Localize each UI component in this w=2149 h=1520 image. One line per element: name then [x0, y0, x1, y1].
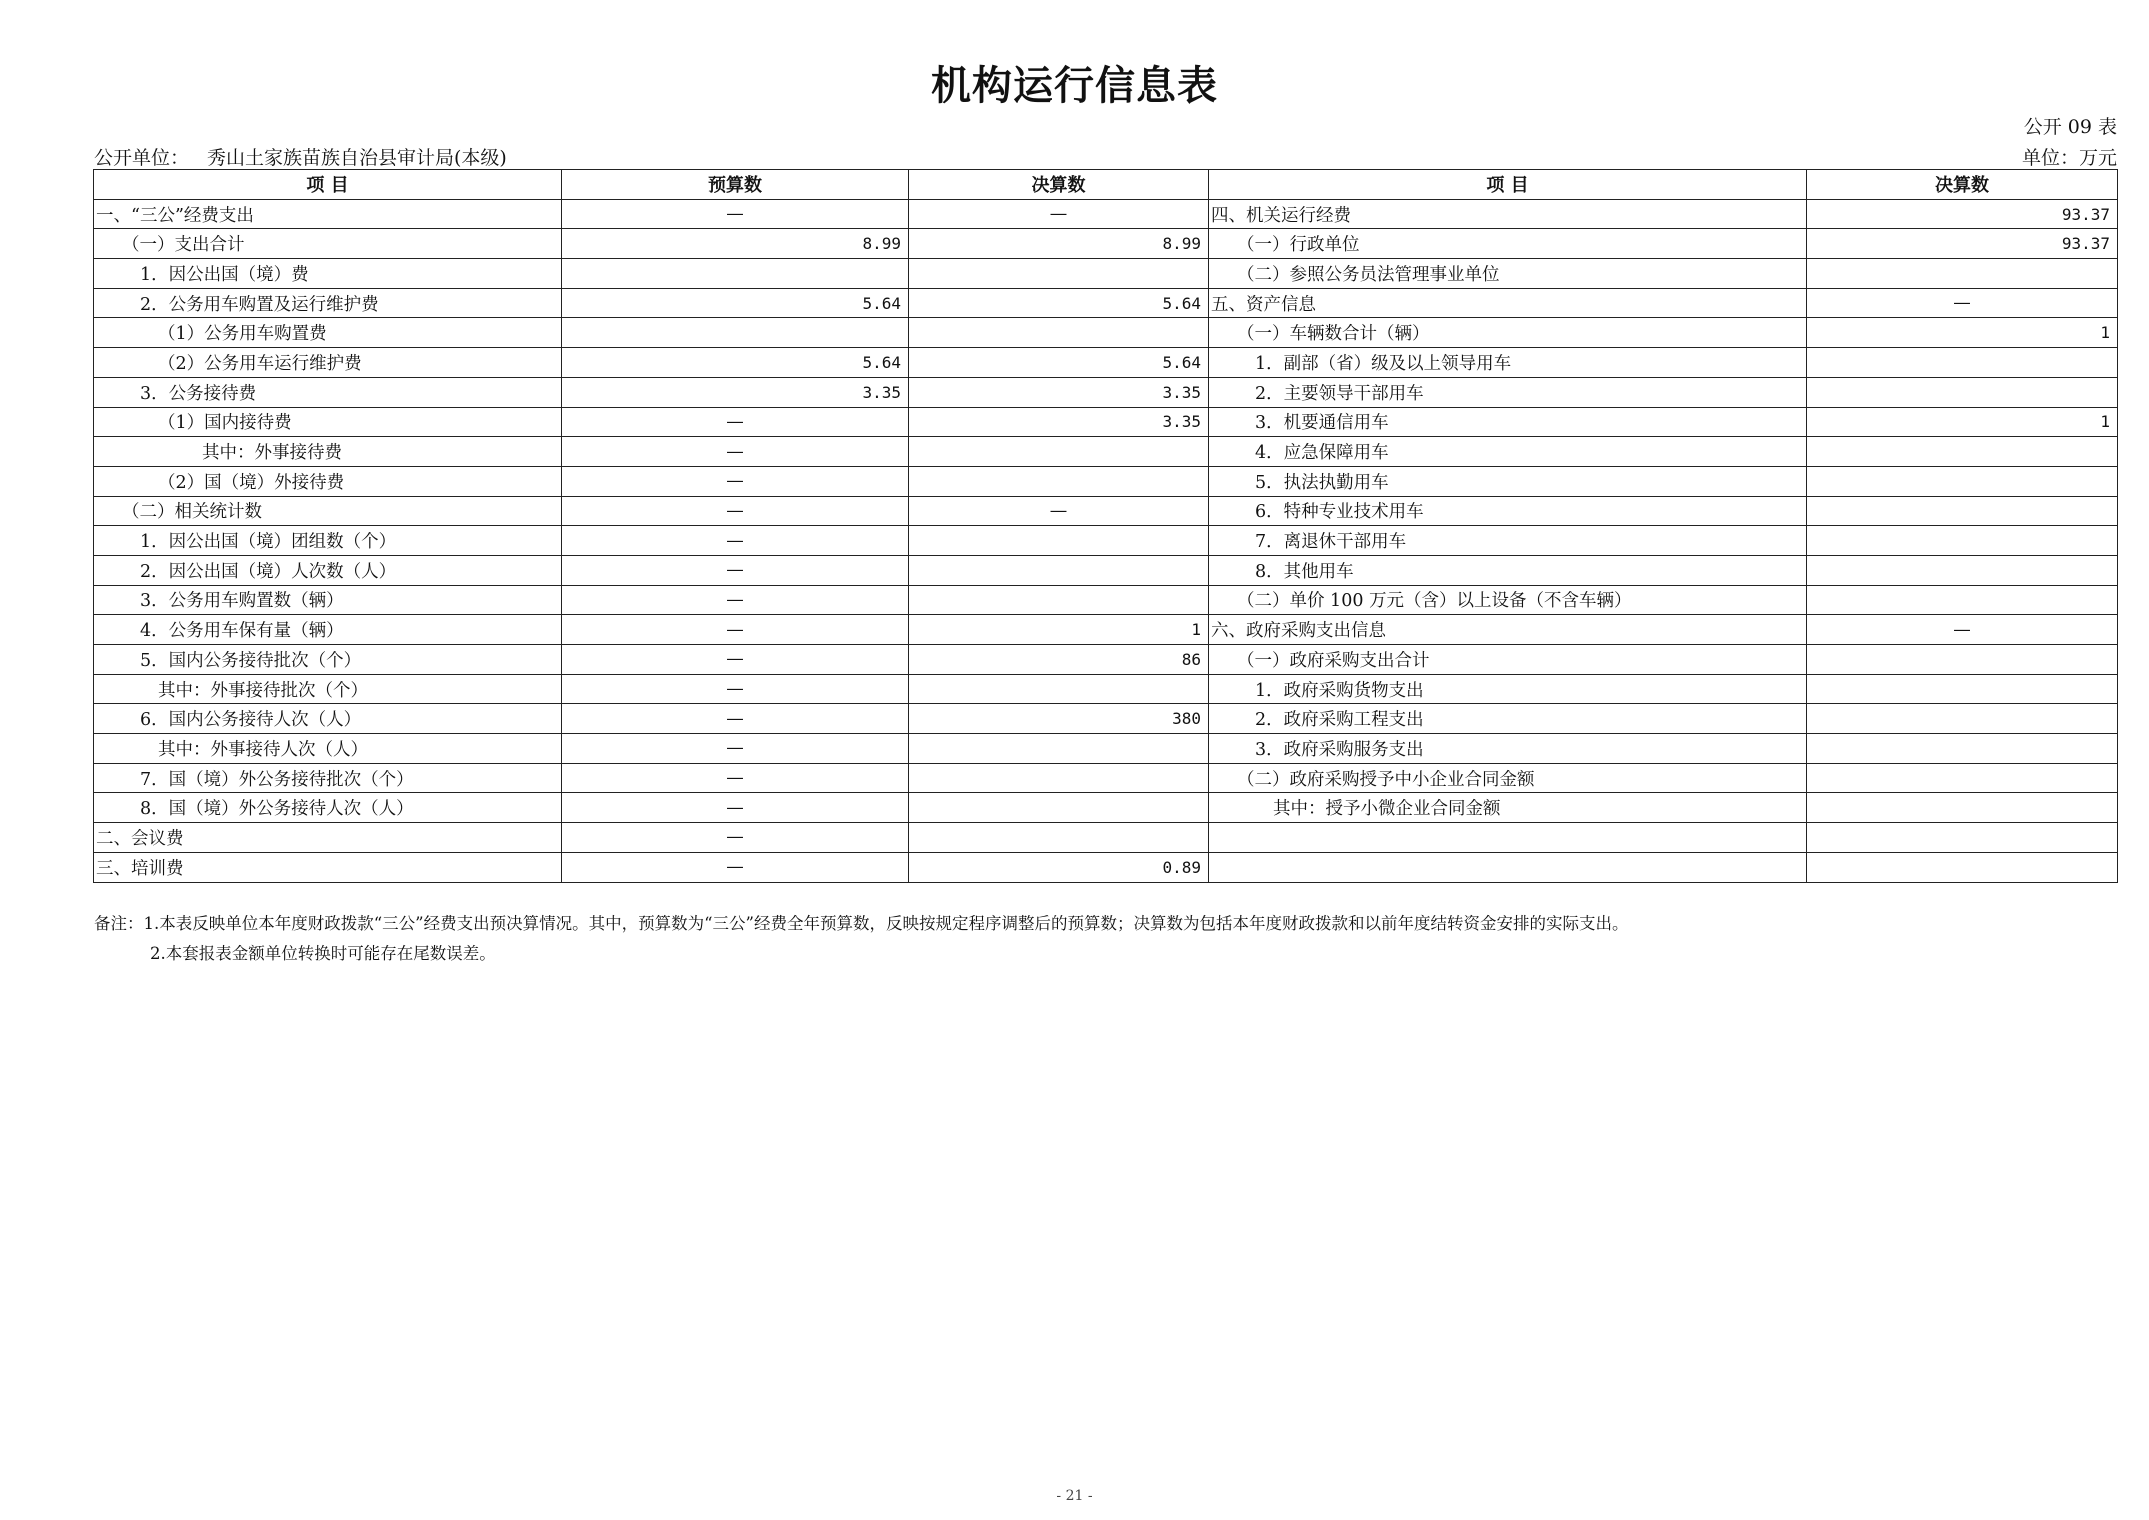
- right-item-cell: （二）政府采购授予中小企业合同金额: [1209, 763, 1807, 793]
- final-left-cell: [909, 437, 1209, 467]
- left-item-cell: 其中：外事接待批次（个）: [94, 674, 562, 704]
- table-row: [94, 734, 2118, 764]
- left-item-cell: 5．国内公务接待批次（个）: [94, 645, 562, 675]
- currency-unit: 单位：万元: [2021, 147, 2117, 169]
- budget-cell: 3.35: [562, 377, 909, 407]
- final-right-cell: [1807, 377, 2118, 407]
- final-right-cell: 93.37: [1807, 199, 2118, 229]
- table-row: [94, 377, 2118, 407]
- left-item-cell: （2）公务用车运行维护费: [94, 348, 562, 378]
- right-item-cell: 3．政府采购服务支出: [1209, 734, 1807, 764]
- right-item-cell: （一）车辆数合计（辆）: [1209, 318, 1807, 348]
- reporting-unit-name: 秀山土家族苗族自治县审计局(本级): [207, 147, 507, 169]
- final-right-cell: 1: [1807, 318, 2118, 348]
- left-item-cell: 一、“三公”经费支出: [94, 199, 562, 229]
- right-item-cell: （一）政府采购支出合计: [1209, 645, 1807, 675]
- budget-cell: —: [562, 437, 909, 467]
- right-item-cell: 5．执法执勤用车: [1209, 466, 1807, 496]
- budget-cell: —: [562, 763, 909, 793]
- table-row: [94, 437, 2118, 467]
- table-row: [94, 763, 2118, 793]
- final-right-cell: [1807, 526, 2118, 556]
- right-item-cell: 五、资产信息: [1209, 288, 1807, 318]
- final-right-cell: [1807, 734, 2118, 764]
- right-item-cell: [1209, 823, 1807, 853]
- left-item-cell: 二、会议费: [94, 823, 562, 853]
- table-row: [94, 823, 2118, 853]
- final-left-cell: 380: [909, 704, 1209, 734]
- left-item-cell: 1．因公出国（境）费: [94, 259, 562, 289]
- right-item-cell: （一）行政单位: [1209, 229, 1807, 259]
- final-left-cell: [909, 318, 1209, 348]
- final-left-cell: —: [909, 199, 1209, 229]
- budget-cell: —: [562, 199, 909, 229]
- final-left-cell: —: [909, 496, 1209, 526]
- table-row: [94, 199, 2118, 229]
- final-right-cell: [1807, 466, 2118, 496]
- final-right-cell: 93.37: [1807, 229, 2118, 259]
- budget-cell: —: [562, 734, 909, 764]
- left-item-cell: 其中：外事接待人次（人）: [94, 734, 562, 764]
- reporting-unit-label: 公开单位：: [94, 147, 190, 169]
- budget-cell: —: [562, 526, 909, 556]
- final-left-cell: 8.99: [909, 229, 1209, 259]
- right-item-cell: （二）参照公务员法管理事业单位: [1209, 259, 1807, 289]
- final-left-cell: [909, 526, 1209, 556]
- left-item-cell: 6．国内公务接待人次（人）: [94, 704, 562, 734]
- right-item-cell: 7．离退休干部用车: [1209, 526, 1807, 556]
- note-2: 2.本套报表金额单位转换时可能存在尾数误差。: [150, 944, 496, 963]
- left-item-cell: 4．公务用车保有量（辆）: [94, 615, 562, 645]
- final-left-cell: 5.64: [909, 288, 1209, 318]
- budget-cell: [562, 259, 909, 289]
- budget-cell: —: [562, 793, 909, 823]
- table-row: [94, 645, 2118, 675]
- table-row: [94, 288, 2118, 318]
- form-number: 公开 09 表: [2023, 116, 2117, 138]
- final-left-cell: [909, 674, 1209, 704]
- final-right-cell: [1807, 852, 2118, 882]
- table-row: [94, 318, 2118, 348]
- budget-cell: —: [562, 823, 909, 853]
- right-item-cell: 6．特种专业技术用车: [1209, 496, 1807, 526]
- budget-cell: —: [562, 852, 909, 882]
- right-item-cell: 1．政府采购货物支出: [1209, 674, 1807, 704]
- budget-cell: —: [562, 555, 909, 585]
- final-right-cell: [1807, 704, 2118, 734]
- budget-cell: [562, 318, 909, 348]
- budget-cell: —: [562, 407, 909, 437]
- budget-cell: 5.64: [562, 348, 909, 378]
- final-left-cell: [909, 555, 1209, 585]
- final-right-cell: [1807, 645, 2118, 675]
- table-row: [94, 526, 2118, 556]
- page-title: 机构运行信息表: [931, 63, 1218, 109]
- left-item-cell: 3．公务接待费: [94, 377, 562, 407]
- left-item-cell: 三、培训费: [94, 852, 562, 882]
- table-row: [94, 704, 2118, 734]
- final-left-cell: [909, 585, 1209, 615]
- final-right-cell: [1807, 348, 2118, 378]
- header-left-item: 项 目: [94, 170, 562, 200]
- table-row: [94, 466, 2118, 496]
- left-item-cell: （2）国（境）外接待费: [94, 466, 562, 496]
- final-right-cell: [1807, 496, 2118, 526]
- final-right-cell: [1807, 763, 2118, 793]
- table-row: [94, 496, 2118, 526]
- final-left-cell: 5.64: [909, 348, 1209, 378]
- final-right-cell: [1807, 793, 2118, 823]
- final-left-cell: [909, 793, 1209, 823]
- budget-cell: 5.64: [562, 288, 909, 318]
- reporting-unit: [94, 143, 525, 170]
- final-left-cell: 3.35: [909, 377, 1209, 407]
- right-item-cell: 2．政府采购工程支出: [1209, 704, 1807, 734]
- budget-cell: —: [562, 585, 909, 615]
- final-right-cell: —: [1807, 288, 2118, 318]
- table-row: [94, 615, 2118, 645]
- final-right-cell: [1807, 674, 2118, 704]
- final-left-cell: [909, 734, 1209, 764]
- right-item-cell: 1．副部（省）级及以上领导用车: [1209, 348, 1807, 378]
- right-item-cell: 4．应急保障用车: [1209, 437, 1807, 467]
- right-item-cell: 四、机关运行经费: [1209, 199, 1807, 229]
- table-header-row: [94, 170, 2118, 200]
- table-row: [94, 585, 2118, 615]
- final-left-cell: [909, 823, 1209, 853]
- left-item-cell: 1．因公出国（境）团组数（个）: [94, 526, 562, 556]
- final-right-cell: —: [1807, 615, 2118, 645]
- right-item-cell: （二）单价 100 万元（含）以上设备（不含车辆）: [1209, 585, 1807, 615]
- right-item-cell: 3．机要通信用车: [1209, 407, 1807, 437]
- left-item-cell: 其中：外事接待费: [94, 437, 562, 467]
- final-left-cell: 3.35: [909, 407, 1209, 437]
- header-budget: 预算数: [562, 170, 909, 200]
- budget-cell: —: [562, 674, 909, 704]
- budget-cell: —: [562, 645, 909, 675]
- final-left-cell: 86: [909, 645, 1209, 675]
- right-item-cell: 2．主要领导干部用车: [1209, 377, 1807, 407]
- info-table: [93, 169, 2118, 883]
- table-row: [94, 259, 2118, 289]
- right-item-cell: 六、政府采购支出信息: [1209, 615, 1807, 645]
- budget-cell: —: [562, 615, 909, 645]
- note-1: 备注：1.本表反映单位本年度财政拨款“三公”经费支出预决算情况。其中，预算数为“三公”经费全年预算数，反映按规定程序调整后的预算数；决算数为包括本年度财政拨款和以前年度结转资金安排的实际支出。: [94, 914, 1629, 933]
- left-item-cell: 3．公务用车购置数（辆）: [94, 585, 562, 615]
- table-row: [94, 229, 2118, 259]
- left-item-cell: （一）支出合计: [94, 229, 562, 259]
- right-item-cell: [1209, 852, 1807, 882]
- budget-cell: —: [562, 704, 909, 734]
- left-item-cell: （1）国内接待费: [94, 407, 562, 437]
- table-row: [94, 674, 2118, 704]
- final-left-cell: 0.89: [909, 852, 1209, 882]
- final-right-cell: [1807, 259, 2118, 289]
- table-row: [94, 348, 2118, 378]
- left-item-cell: 7．国（境）外公务接待批次（个）: [94, 763, 562, 793]
- budget-cell: —: [562, 496, 909, 526]
- table-row: [94, 555, 2118, 585]
- left-item-cell: 2．公务用车购置及运行维护费: [94, 288, 562, 318]
- final-left-cell: [909, 466, 1209, 496]
- budget-cell: —: [562, 466, 909, 496]
- final-right-cell: 1: [1807, 407, 2118, 437]
- right-item-cell: 其中：授予小微企业合同金额: [1209, 793, 1807, 823]
- final-right-cell: [1807, 555, 2118, 585]
- notes: [94, 909, 1628, 969]
- header-final-left: 决算数: [909, 170, 1209, 200]
- header-right-item: 项 目: [1209, 170, 1807, 200]
- final-right-cell: [1807, 585, 2118, 615]
- table-row: [94, 793, 2118, 823]
- final-right-cell: [1807, 437, 2118, 467]
- table-row: [94, 407, 2118, 437]
- final-left-cell: 1: [909, 615, 1209, 645]
- page-number: - 21 -: [1056, 1488, 1093, 1504]
- header-final-right: 决算数: [1807, 170, 2118, 200]
- left-item-cell: 8．国（境）外公务接待人次（人）: [94, 793, 562, 823]
- table-row: [94, 852, 2118, 882]
- final-left-cell: [909, 259, 1209, 289]
- budget-cell: 8.99: [562, 229, 909, 259]
- left-item-cell: 2．因公出国（境）人次数（人）: [94, 555, 562, 585]
- final-left-cell: [909, 763, 1209, 793]
- left-item-cell: （1）公务用车购置费: [94, 318, 562, 348]
- left-item-cell: （二）相关统计数: [94, 496, 562, 526]
- right-item-cell: 8．其他用车: [1209, 555, 1807, 585]
- final-right-cell: [1807, 823, 2118, 853]
